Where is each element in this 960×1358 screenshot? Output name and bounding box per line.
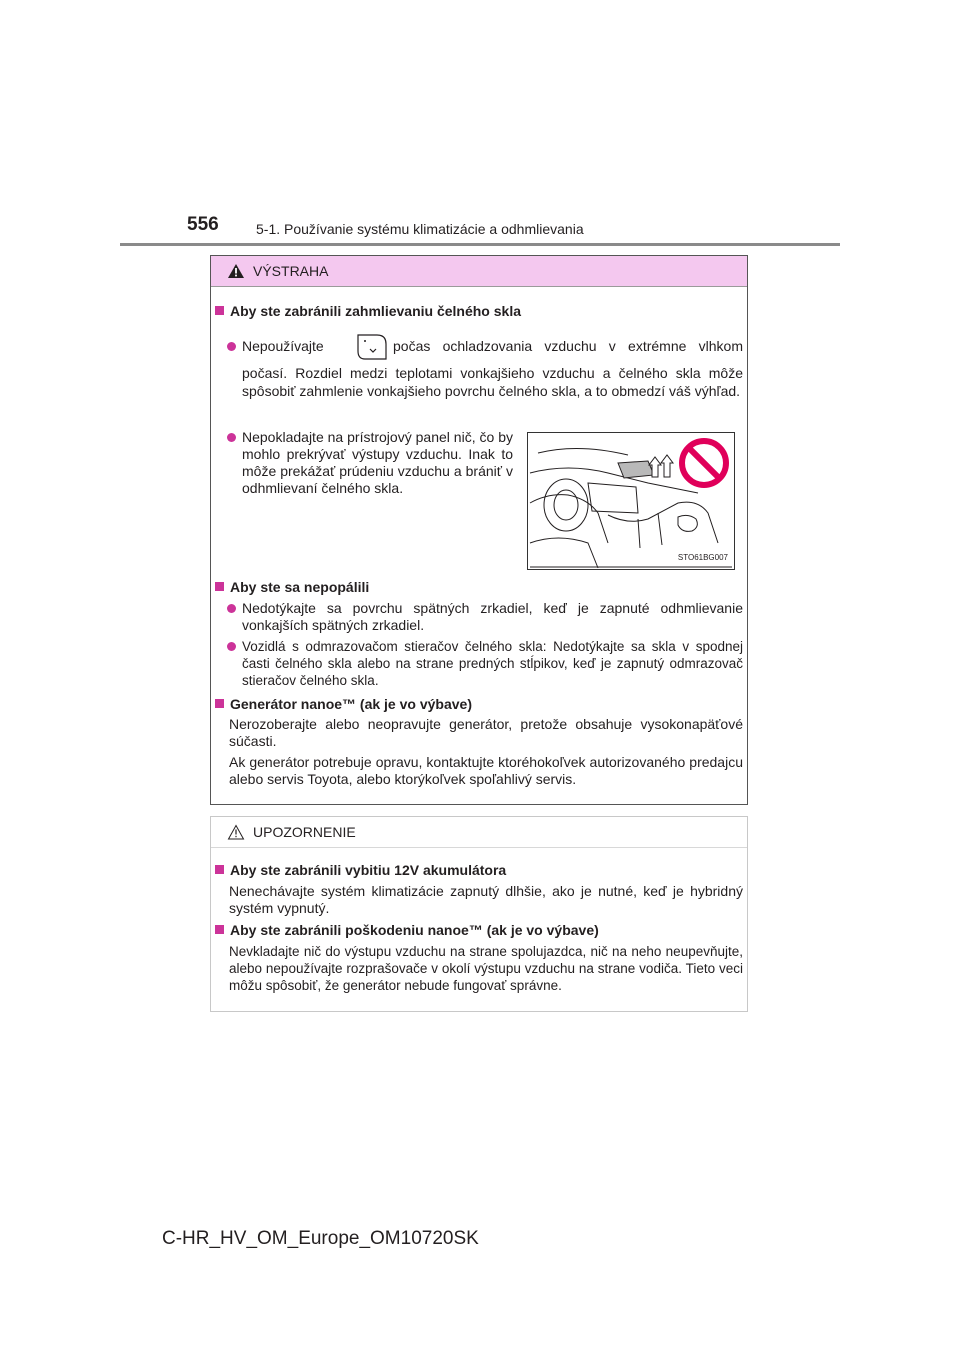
header-rule bbox=[120, 243, 840, 246]
heading-text: Aby ste zabránili poškodeniu nanoe™ (ak je vo výbave) bbox=[230, 922, 599, 938]
paragraph: Nerozoberajte alebo neopravujte generátor, pretože obsahuje vysokonapäťové súčasti. bbox=[229, 716, 743, 749]
page-number: 556 bbox=[187, 214, 219, 235]
paragraph: Nenechávajte systém klimatizácie zapnutý dlhšie, ako je nutné, keď je hybridný systém vypnutý. bbox=[229, 883, 743, 916]
bullet-text-line: Nepoužívajte bbox=[242, 338, 324, 354]
warning-box bbox=[210, 255, 748, 805]
bullet-text: Vozidlá s odmrazovačom stieračov čelného skla: Nedotýkajte sa skla v spodnej časti čelného skla alebo na strane predných stĺpikov, keď je zapnutý odmrazovač stieračov čelného skla. bbox=[242, 639, 743, 688]
paragraph: Ak generátor potrebuje opravu, kontaktujte ktoréhokoľvek autorizovaného predajcu alebo servis Toyota, alebo ktorýkoľvek spoľahlivý servis. bbox=[229, 754, 743, 787]
caution-header bbox=[211, 817, 747, 848]
circle-bullet-icon bbox=[227, 642, 236, 651]
square-bullet-icon bbox=[215, 306, 224, 315]
dashboard-illustration bbox=[527, 432, 735, 570]
square-bullet-icon bbox=[215, 925, 224, 934]
bullet-text-line: počas ochladzovania vzduchu v extrémne vlhkom bbox=[393, 338, 743, 354]
bullet-text: Nepokladajte na prístrojový panel nič, čo by mohlo prekrývať výstupy vzduchu. Inak to môže prekážať prúdeniu vzduchu a brániť v odhmlievaní čelného skla. bbox=[242, 429, 513, 496]
caution-box bbox=[210, 816, 748, 1012]
bullet-text: počasí. Rozdiel medzi teplotami vonkajšieho vzduchu a čelného skla môže spôsobiť zahmlenie vonkajšieho povrchu čelného skla, a to obmedzí váš výhľad. bbox=[242, 365, 743, 399]
section-heading bbox=[215, 303, 521, 320]
section-heading bbox=[215, 696, 472, 713]
section-title: 5-1. Používanie systému klimatizácie a odhmlievania bbox=[256, 221, 584, 237]
windshield-defogger-button-icon bbox=[355, 332, 389, 362]
caution-triangle-icon bbox=[227, 824, 245, 840]
warning-triangle-icon bbox=[227, 263, 245, 279]
bullet-text: Nedotýkajte sa povrchu spätných zrkadiel, keď je zapnuté odhmlievanie vonkajších spätných zrkadiel. bbox=[242, 600, 743, 633]
section-heading bbox=[215, 579, 369, 596]
section-heading bbox=[215, 922, 599, 939]
heading-text: Aby ste sa nepopálili bbox=[230, 579, 370, 595]
heading-text: Generátor nanoe™ (ak je vo výbave) bbox=[230, 696, 472, 712]
warning-label: VÝSTRAHA bbox=[253, 263, 329, 279]
circle-bullet-icon bbox=[227, 342, 236, 351]
figure-code: STO61BG007 bbox=[677, 553, 728, 562]
circle-bullet-icon bbox=[227, 604, 236, 613]
square-bullet-icon bbox=[215, 699, 224, 708]
heading-text: Aby ste zabránili zahmlievaniu čelného skla bbox=[230, 303, 521, 319]
paragraph: Nevkladajte nič do výstupu vzduchu na strane spolujazdca, nič na neho neupevňujte, alebo nepoužívajte rozprašovače v okolí výstupu vzduchu na strane vodiča. Tieto veci môžu spôsobiť, že generátor nebude fungovať správne. bbox=[229, 944, 743, 993]
warning-header bbox=[211, 256, 747, 287]
heading-text: Aby ste zabránili vybitiu 12V akumulátora bbox=[230, 862, 507, 878]
square-bullet-icon bbox=[215, 865, 224, 874]
caution-label: UPOZORNENIE bbox=[253, 824, 356, 840]
circle-bullet-icon bbox=[227, 433, 236, 442]
square-bullet-icon bbox=[215, 582, 224, 591]
section-heading bbox=[215, 862, 506, 879]
footer-doc-code: C-HR_HV_OM_Europe_OM10720SK bbox=[162, 1228, 479, 1249]
